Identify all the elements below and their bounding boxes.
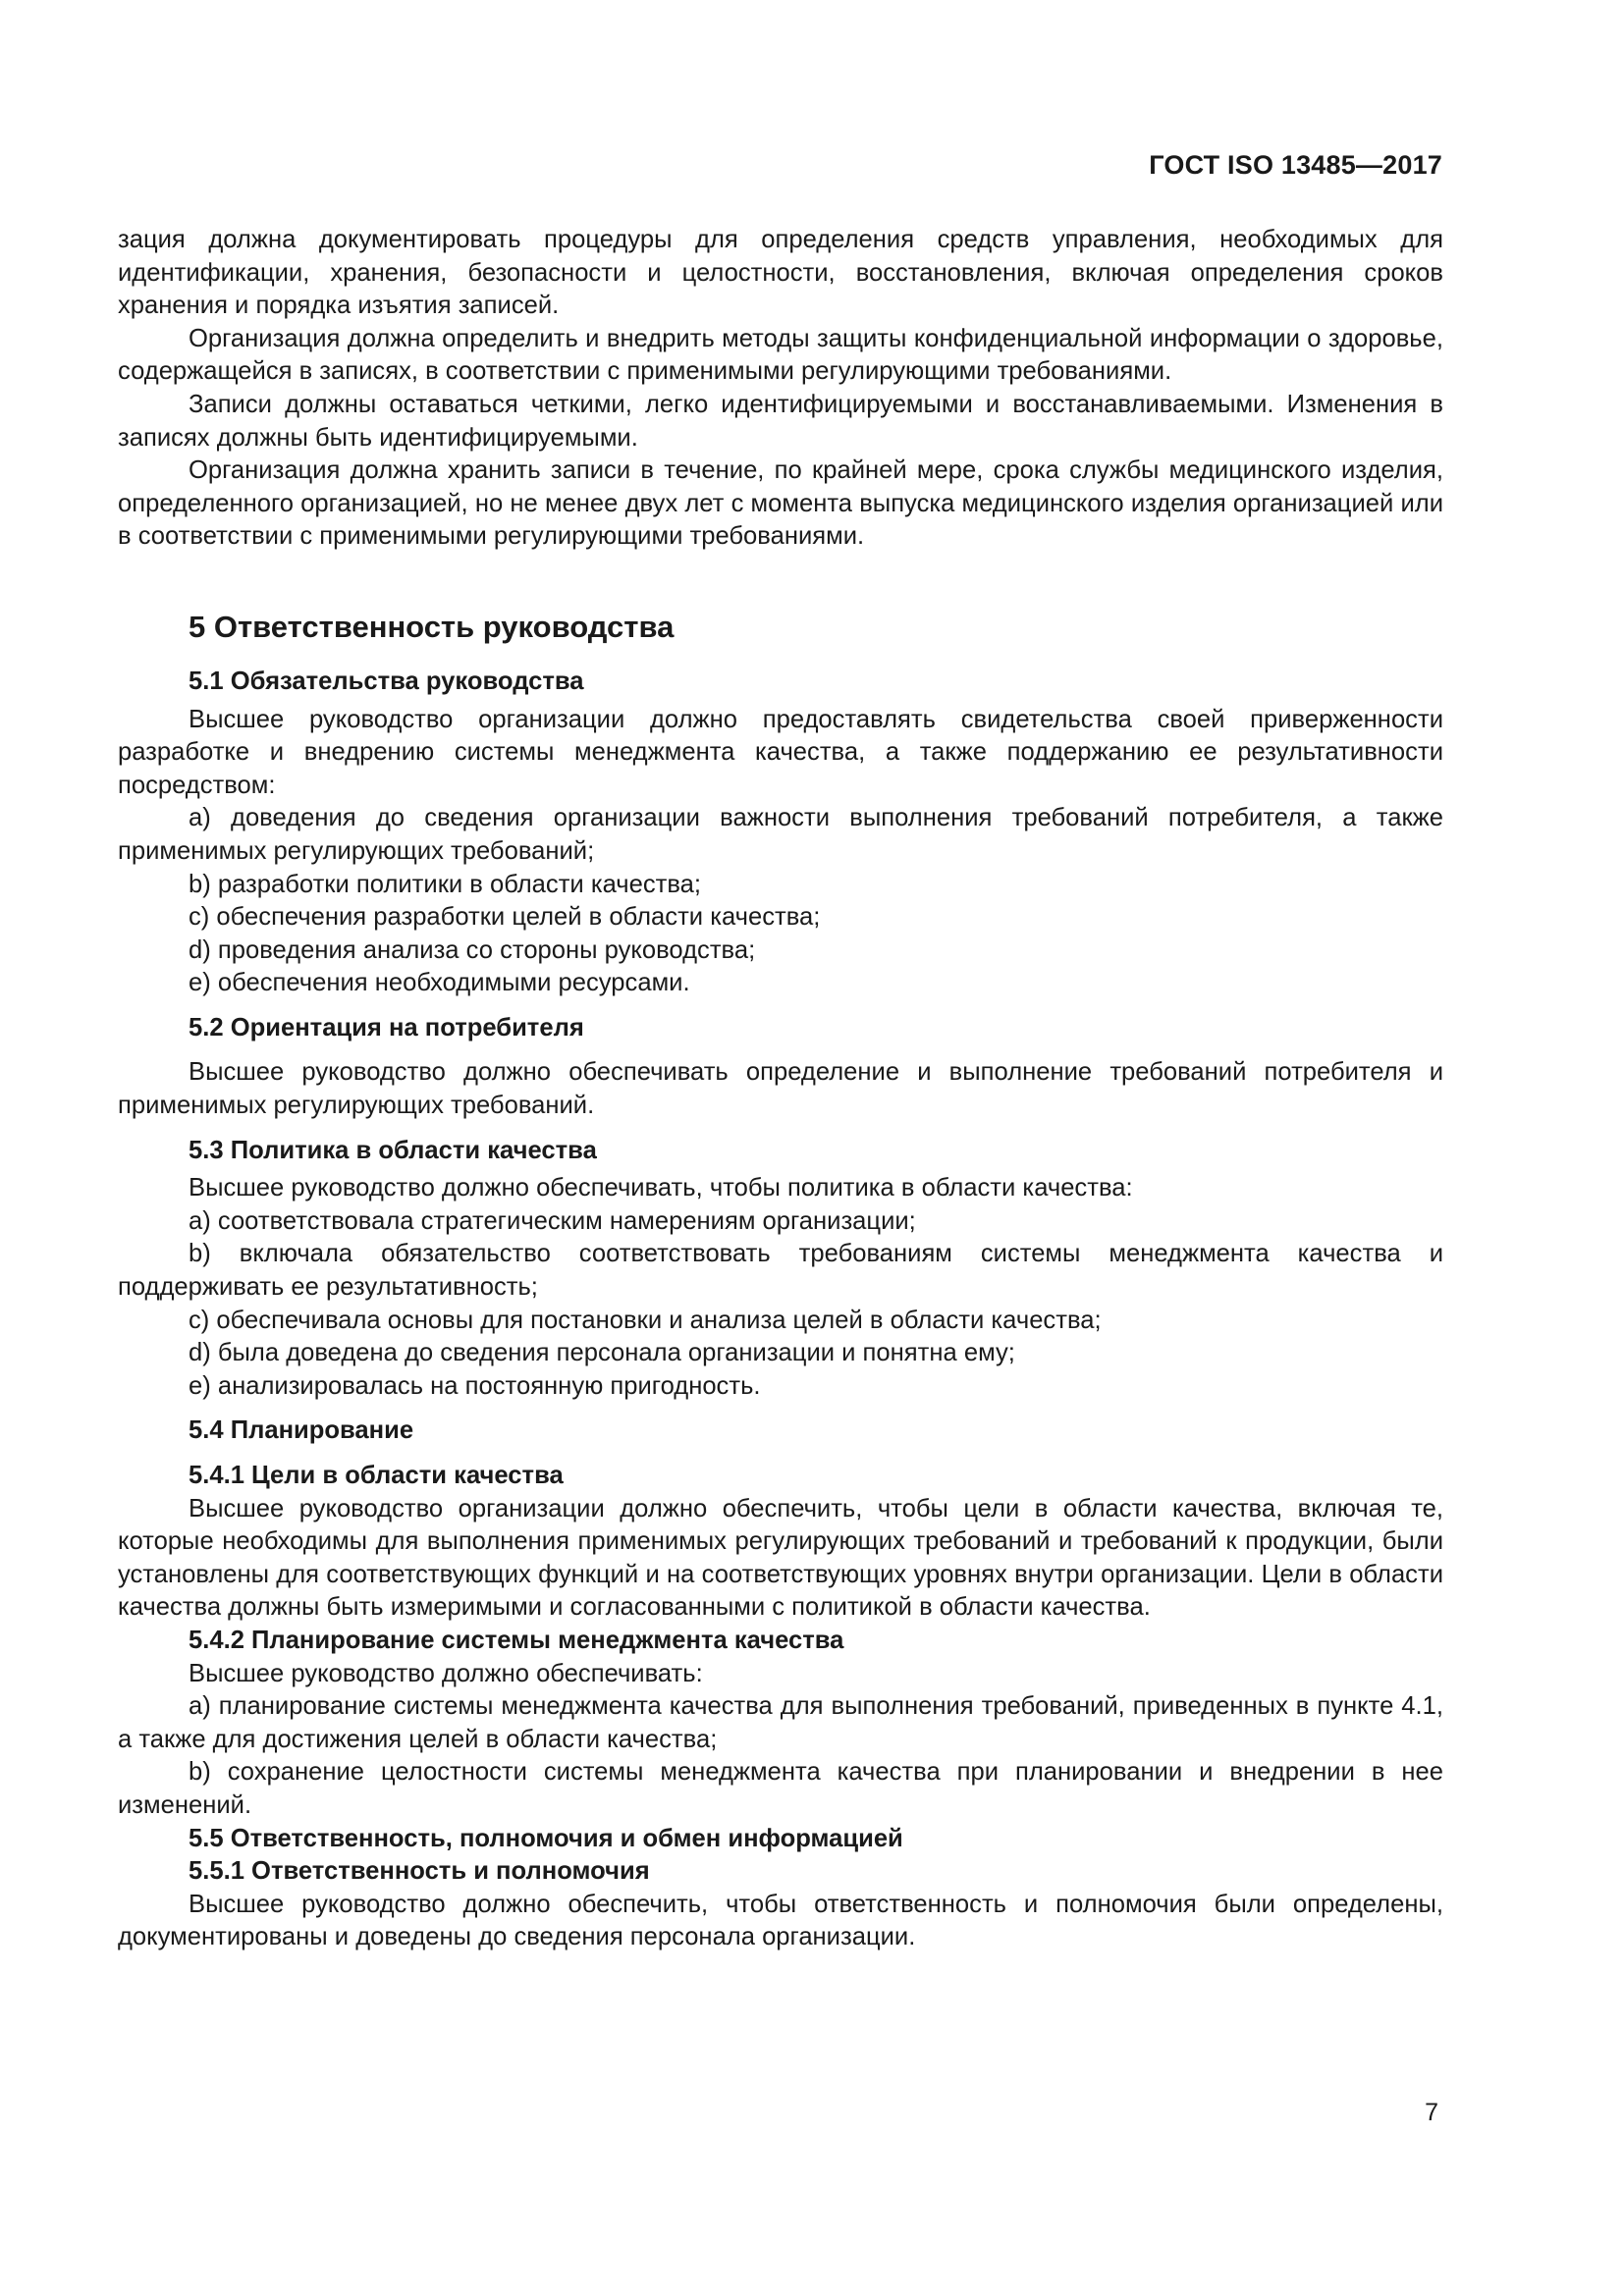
- subsection-5-1-heading: 5.1 Обязательства руководства: [189, 667, 584, 695]
- subsection-5-2-heading: 5.2 Ориентация на потребителя: [189, 1013, 584, 1041]
- subsection-5-3-heading: 5.3 Политика в области качества: [189, 1136, 597, 1164]
- subsection-5-1-intro: Высшее руководство организации должно предоставлять свидетельства своей приверженности разработке и внедрению системы менеджмента качества, а также поддержанию ее результативности посредством:: [118, 705, 1443, 799]
- subsection-5-5-1-heading: 5.5.1 Ответственность и полномочия: [189, 1857, 650, 1886]
- list-item: d) проведения анализа со стороны руководства;: [189, 935, 756, 964]
- page-number: 7: [1425, 2099, 1438, 2126]
- subsection-5-3-intro: Высшее руководство должно обеспечивать, чтобы политика в области качества:: [189, 1174, 1133, 1202]
- subsection-5-5-heading: 5.5 Ответственность, полномочия и обмен информацией: [189, 1824, 903, 1852]
- list-item: a) доведения до сведения организации важности выполнения требований потребителя, а также применимых регулирующих требований;: [118, 804, 1443, 865]
- list-item: a) планирование системы менеджмента качества для выполнения требований, приведенных в пункте 4.1, а также для достижения целей в области качества;: [118, 1692, 1443, 1753]
- intro-paragraph-continuation: зация должна документировать процедуры для определения средств управления, необходимых для идентификации, хранения, безопасности и целостности, восстановления, включая определения сроков хранения и порядка изъятия записей.: [118, 226, 1443, 320]
- intro-paragraph: Организация должна определить и внедрить методы защиты конфиденциальной информации о здоровье, содержащейся в записях, в соответствии с применимыми регулирующими требованиями.: [118, 324, 1443, 386]
- list-item: e) обеспечения необходимыми ресурсами.: [189, 969, 690, 997]
- subsection-5-2-text: Высшее руководство должно обеспечивать определение и выполнение требований потребителя и применимых регулирующих требований.: [118, 1058, 1443, 1120]
- list-item: b) сохранение целостности системы менеджмента качества при планировании и внедрении в нее изменений.: [118, 1758, 1443, 1819]
- list-item: b) включала обязательство соответствовать требованиям системы менеджмента качества и поддерживать ее результативность;: [118, 1240, 1443, 1302]
- subsection-5-4-1-heading: 5.4.1 Цели в области качества: [189, 1462, 564, 1489]
- page-body: [118, 224, 1443, 1954]
- list-item: c) обеспечения разработки целей в области качества;: [189, 903, 821, 932]
- subsection-5-4-2-heading: 5.4.2 Планирование системы менеджмента качества: [189, 1626, 844, 1654]
- subsection-5-4-heading: 5.4 Планирование: [189, 1416, 414, 1445]
- intro-paragraph: Записи должны оставаться четкими, легко идентифицируемыми и восстанавливаемыми. Изменения в записях должны быть идентифицируемыми.: [118, 390, 1443, 452]
- subsection-5-4-1-text: Высшее руководство организации должно обеспечить, чтобы цели в области качества, включая те, которые необходимы для выполнения применимых регулирующих требований и требований к продукции, были установлены для соответствующих функций и на соответствующих уровнях внутри организации. Цели в области качества должны быть измеримыми и согласованными с политикой в области качества.: [118, 1494, 1443, 1622]
- list-item: a) соответствовала стратегическим намерениям организации;: [189, 1206, 916, 1235]
- document-header-standard-code: ГОСТ ISO 13485—2017: [1149, 150, 1442, 180]
- subsection-5-5-1-text: Высшее руководство должно обеспечить, чтобы ответственность и полномочия были определены, документированы и доведены до сведения персонала организации.: [118, 1890, 1443, 1951]
- list-item: b) разработки политики в области качества;: [189, 870, 702, 898]
- list-item: c) обеспечивала основы для постановки и анализа целей в области качества;: [189, 1306, 1102, 1334]
- list-item: e) анализировалась на постоянную пригодность.: [189, 1371, 761, 1400]
- intro-paragraph: Организация должна хранить записи в течение, по крайней мере, срока службы медицинского изделия, определенного организацией, но не менее двух лет с момента выпуска медицинского изделия организацией или в соответствии с применимыми регулирующими требованиями.: [118, 456, 1443, 551]
- subsection-5-4-2-intro: Высшее руководство должно обеспечивать:: [189, 1659, 703, 1687]
- list-item: d) была доведена до сведения персонала организации и понятна ему;: [189, 1339, 1015, 1367]
- section-5-heading: 5 Ответственность руководства: [189, 609, 675, 644]
